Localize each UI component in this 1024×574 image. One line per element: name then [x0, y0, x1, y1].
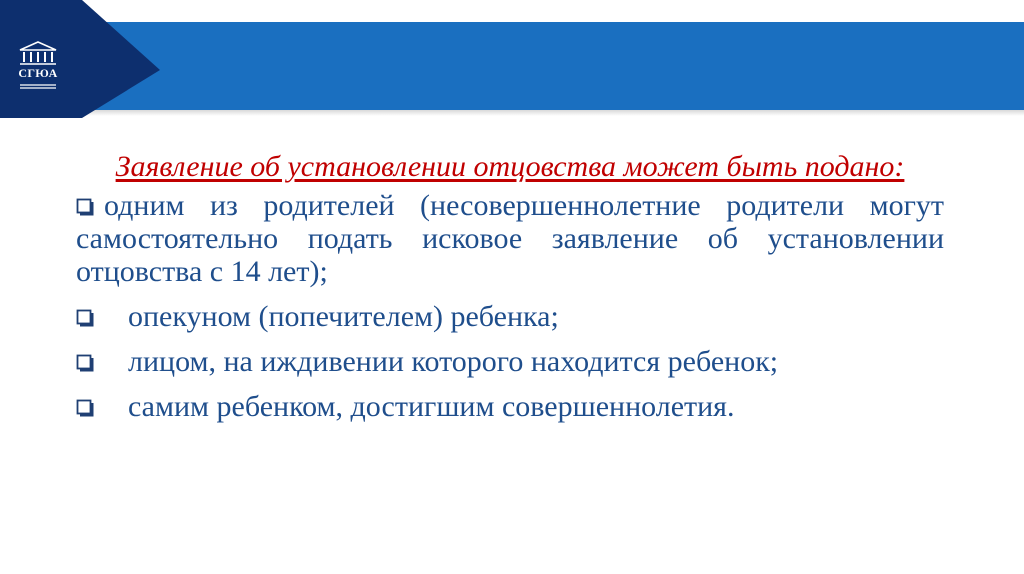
- checkbox-square-icon: [76, 354, 94, 372]
- building-icon: [14, 40, 62, 66]
- bullet-text: одним из родителей (несовершеннолетние родители могут самостоятельно подать исковое заявление об установлении отцовства с 14 лет);: [76, 189, 944, 288]
- bullet-text: опекуном (попечителем) ребенка;: [128, 300, 559, 333]
- checkbox-square-icon: [76, 399, 94, 417]
- university-logo: [14, 40, 62, 94]
- list-item: [76, 390, 944, 423]
- list-item: [76, 300, 944, 333]
- bullet-list: [76, 189, 944, 423]
- checkbox-square-icon: [76, 198, 94, 216]
- slide-title: Заявление об установлении отцовства может быть подано:: [115, 150, 905, 183]
- list-item: [76, 189, 944, 288]
- slide-content: [76, 150, 944, 435]
- checkbox-square-icon: [76, 309, 94, 327]
- bullet-text: лицом, на иждивении которого находится ребенок;: [128, 345, 779, 378]
- logo-underline: [14, 84, 62, 90]
- list-item: [76, 345, 944, 378]
- bullet-text: самим ребенком, достигшим совершеннолетия.: [128, 390, 735, 423]
- logo-text: СГЮА: [18, 66, 58, 80]
